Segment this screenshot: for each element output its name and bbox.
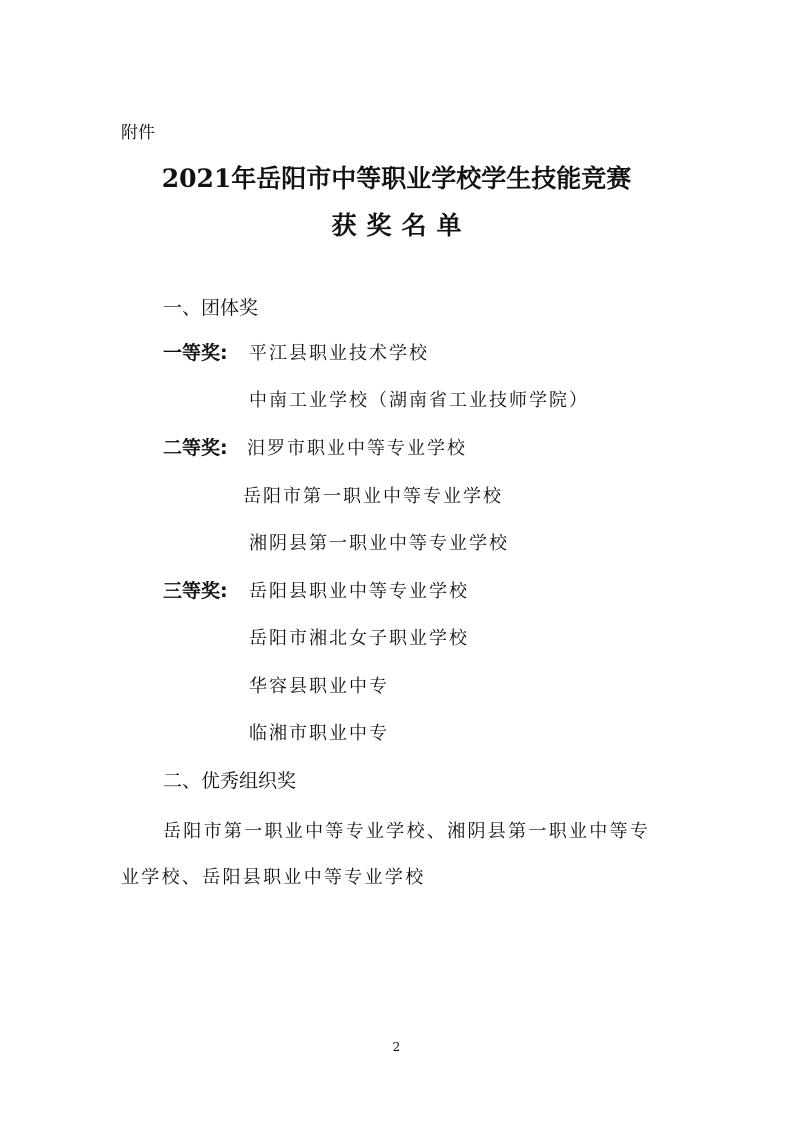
first-prize-entry: 中南工业学校（湖南省工业技师学院） <box>249 390 589 411</box>
second-prize-label: 二等奖: <box>163 437 228 459</box>
document-subtitle: 获奖名单 <box>331 211 472 240</box>
attachment-label: 附件 <box>121 123 155 143</box>
first-prize-label: 一等奖: <box>163 342 228 364</box>
second-prize-entry: 湘阴县第一职业中等专业学校 <box>249 533 509 554</box>
second-prize-entry: 岳阳市第一职业中等专业学校 <box>243 486 503 507</box>
second-prize-entry: 汨罗市职业中等专业学校 <box>247 438 467 459</box>
organization-award-line: 业学校、岳阳县职业中等专业学校 <box>121 867 426 888</box>
document-title: 2021年岳阳市中等职业学校学生技能竞赛 <box>161 164 632 193</box>
third-prize-label: 三等奖: <box>163 580 228 602</box>
first-prize-entry: 平江县职业技术学校 <box>249 343 429 364</box>
organization-award-line: 岳阳市第一职业中等专业学校、湘阴县第一职业中等专 <box>163 821 651 842</box>
third-prize-entry: 岳阳市湘北女子职业学校 <box>249 628 469 649</box>
third-prize-entry: 岳阳县职业中等专业学校 <box>249 581 469 602</box>
third-prize-entry: 临湘市职业中专 <box>249 723 389 744</box>
section-heading-organization-award: 二、优秀组织奖 <box>163 770 297 792</box>
page-number: 2 <box>392 1040 401 1054</box>
section-heading-team-award: 一、团体奖 <box>163 297 259 319</box>
third-prize-entry: 华容县职业中专 <box>249 676 389 697</box>
